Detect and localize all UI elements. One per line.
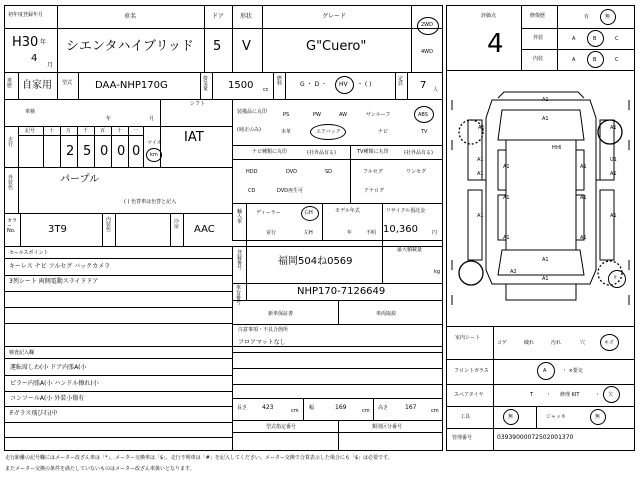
reg-year: H30 xyxy=(12,35,39,50)
recycle-unit: 円 xyxy=(432,230,438,236)
equip-sunroof: サンルーフ xyxy=(366,112,391,118)
inspector-title: 検査記入欄 xyxy=(9,350,35,356)
tools-label: 工具 xyxy=(460,414,471,420)
diagram-label-15: A1 xyxy=(503,235,510,241)
reg-month-unit: 月 xyxy=(47,62,54,69)
import-label: 輸入車 xyxy=(237,209,243,225)
shift-value: IAT xyxy=(184,130,204,145)
sheet-item-2: 汚れ xyxy=(551,340,562,346)
navi-dvd-play: DVD再生可 xyxy=(277,188,304,194)
exterior-note: ( ) 色替車は色替と記入 xyxy=(124,199,177,205)
height-label: 高さ xyxy=(378,405,389,411)
fuel-options: G ・ D ・ xyxy=(300,81,327,88)
color-no-value: 3T9 xyxy=(48,224,67,235)
recycle-label: リサイクル預託金 xyxy=(386,208,426,214)
diagram-label-1: A1 xyxy=(542,116,549,122)
inspector-line-1: 運転席しわ(小 ドア内張A(小 xyxy=(10,364,87,371)
grade-label: グレード xyxy=(322,13,347,20)
diagram-label-13: A1 xyxy=(477,213,484,219)
displacement-label: 排気量 xyxy=(203,76,209,92)
interior-color-label: 内装色 xyxy=(106,217,112,233)
model-year-unit: 年 xyxy=(347,230,353,236)
diagram-label-18: A1 xyxy=(542,276,549,282)
type-label: 型式 xyxy=(62,80,73,86)
width-value: 169 xyxy=(335,404,347,411)
inspection-month-unit: 月 xyxy=(149,116,155,122)
jack-value: 無 xyxy=(595,414,601,420)
doors-label: ドア xyxy=(212,13,224,20)
mileage-digit-4: 0 xyxy=(117,144,126,159)
mgmt-value: 03939000072502001370 xyxy=(497,434,574,441)
exterior-score-label: 外装 xyxy=(533,35,544,41)
mileage-head-1: 十 xyxy=(49,128,55,134)
equip-tv: TV xyxy=(421,129,428,135)
height-unit: cm xyxy=(431,408,439,414)
inspector-line-2: ピラー内張A(小 ハンドル擦れ(小 xyxy=(10,380,99,387)
equip-abs: ABS xyxy=(418,112,428,118)
spare-item-1: ・ xyxy=(546,392,552,398)
score-value: 4 xyxy=(487,29,504,59)
import-right-hand: 右H xyxy=(304,210,313,216)
navi-dvd: DVD xyxy=(286,169,298,175)
sheet-item-3: 穴 xyxy=(580,340,586,346)
shift-label: シフト xyxy=(190,101,206,107)
sheet-item-4: キズ xyxy=(604,340,614,346)
shape-value: V xyxy=(242,39,251,54)
front-glass-selected: A xyxy=(543,368,547,374)
mileage-unit-km: km xyxy=(150,152,158,158)
tv-title: TV種類に丸印 xyxy=(357,149,389,155)
type-value: DAA-NHP170G xyxy=(95,80,168,91)
tv-analog: アナログ xyxy=(364,188,385,194)
mileage-digit-3: 0 xyxy=(100,144,109,159)
height-value: 167 xyxy=(405,404,417,411)
sheet-item-0: コゲ xyxy=(497,340,508,346)
front-glass-label: フロントガラス xyxy=(454,368,489,374)
doc-new-warranty: 新車保証書 xyxy=(268,311,294,317)
model-name: シエンタハイブリッド xyxy=(66,39,194,54)
capacity-value: 7 xyxy=(420,80,427,91)
plate-value: 福岡504ね0569 xyxy=(278,256,353,267)
max-load-unit: kg xyxy=(434,269,441,275)
type-no-label: 型式指定番号 xyxy=(266,424,297,430)
first-reg-label: 初年度登録年月 xyxy=(8,12,44,18)
width-unit: cm xyxy=(362,408,370,414)
import-dealer: ディーラー xyxy=(256,210,281,216)
equipment-subtitle: (純正のみ) xyxy=(237,127,261,133)
mileage-head-6: 一 xyxy=(133,128,139,134)
diagram-label-2: A1 xyxy=(478,125,485,131)
diagram-label-0: A1 xyxy=(542,97,549,103)
doors-value: 5 xyxy=(213,39,222,54)
mileage-head-2: 万 xyxy=(66,128,72,134)
capacity-unit: 人 xyxy=(433,87,439,93)
sheet-item-1: 破れ xyxy=(524,340,535,346)
inspector-line-3: コンソールA(小 外装小傷有 xyxy=(10,395,85,402)
color-no-label: カラー No. xyxy=(7,218,18,234)
diagram-label-12: A1 xyxy=(580,195,587,201)
sales-line-2: 3列シート 両側電動スライドドア xyxy=(9,278,99,285)
chassis-value: NHP170-7126649 xyxy=(297,286,386,297)
displacement-value: 1500 xyxy=(228,80,254,91)
equip-airbag: エアバック xyxy=(316,129,341,135)
navi-title: ナビ種類に丸印 xyxy=(252,149,288,155)
int-grade-a: A xyxy=(572,57,576,63)
chassis-label: 車台番号 xyxy=(236,285,242,306)
category-value: 自家用 xyxy=(22,80,52,91)
inspection-label: 車検 xyxy=(25,109,36,115)
model-label: 車名 xyxy=(124,13,137,20)
shape-label: 形状 xyxy=(240,13,253,20)
diagram-label-4: A1 xyxy=(477,157,484,163)
length-value: 423 xyxy=(262,404,274,411)
repair-yes: 有 xyxy=(584,14,590,20)
doc-manual: 車両取説 xyxy=(376,311,397,317)
cooler-value: AAC xyxy=(194,224,215,235)
front-glass-rest: ・ ×要交 xyxy=(562,368,583,374)
fuel-selected: HV xyxy=(339,81,348,88)
navi-note: (社外品有る) xyxy=(307,150,336,156)
import-left-hand: 左H xyxy=(304,230,313,236)
spare-item-2: 修理 KIT xyxy=(560,392,580,398)
notes-line-1: フロアマットなし xyxy=(238,339,286,346)
navi-hdd: HDD xyxy=(246,169,258,175)
diagram-label-6: U1 xyxy=(610,157,617,163)
tv-note: (社外品有る) xyxy=(404,150,433,156)
model-year-label: モデル年式 xyxy=(335,208,360,214)
diagram-circle-label: ｾ xyxy=(614,275,617,281)
capacity-label: 定員 xyxy=(398,76,404,87)
mileage-unit-mile: マイル xyxy=(147,140,162,146)
jack-label: ジャッキ xyxy=(546,414,566,420)
sales-line-1: キーレス ナビ フルセグ バックカメラ xyxy=(9,263,111,270)
interior-score-label: 内装 xyxy=(533,56,544,62)
equip-aw: AW xyxy=(339,112,348,118)
mileage-digit-1: 2 xyxy=(66,144,75,159)
diagram-label-10: A1 xyxy=(503,195,510,201)
mileage-head-4: 百 xyxy=(100,128,106,134)
drive-2wd: 2WD xyxy=(421,22,433,28)
tv-oneseg: ワンセグ xyxy=(406,169,427,175)
cooler-label: 冷房 xyxy=(174,219,180,230)
model-year-unknown: 不明 xyxy=(366,230,377,236)
max-load-label: 最大積載量 xyxy=(397,247,423,253)
spare-label: スペアタイヤ xyxy=(454,392,484,398)
sales-point-title: セールスポイント xyxy=(9,250,49,256)
navi-cd: CD xyxy=(248,188,256,194)
width-label: 幅 xyxy=(309,405,315,411)
mileage-head-3: 千 xyxy=(83,128,89,134)
diagram-label-8: A1 xyxy=(477,171,484,177)
exterior-label: 外装色 xyxy=(8,175,14,191)
diagram-label-17: A1 xyxy=(542,257,549,263)
diagram-circle xyxy=(608,270,626,288)
diagram-label-9: A1 xyxy=(610,171,617,177)
fuel-label: 燃料 xyxy=(277,76,283,87)
equip-leather: 本革 xyxy=(281,129,292,135)
spare-item-4: 欠 xyxy=(608,392,614,398)
score-label: 評価点 xyxy=(481,13,497,19)
repair-label: 修復歴 xyxy=(530,13,546,19)
int-grade-b: B xyxy=(593,57,597,63)
car-damage-diagram xyxy=(446,70,635,326)
mileage-digit-5: 0 xyxy=(132,144,141,159)
exterior-color: パープル xyxy=(60,174,100,185)
ext-grade-c: C xyxy=(615,36,619,42)
displacement-unit: cc xyxy=(263,87,269,93)
navi-sd: SD xyxy=(325,169,333,175)
recycle-value: 10,360 xyxy=(383,224,418,235)
mileage-head-5: 十 xyxy=(117,128,123,134)
length-unit: cm xyxy=(291,408,299,414)
diagram-label-5: A1 xyxy=(503,164,510,170)
fuel-rest: ・ ( ) xyxy=(357,81,372,88)
diagram-center: Hｾ6 xyxy=(552,145,562,151)
inspector-line-4: Fガラス飛び石(中 xyxy=(10,410,58,417)
tools-value: 無 xyxy=(508,414,514,420)
plate-label: 登録番号 xyxy=(237,250,243,271)
diagram-label-11: A2 xyxy=(510,269,517,275)
spare-item-3: ・ xyxy=(595,392,601,398)
class-no-label: 類別区分番号 xyxy=(372,424,403,430)
reg-year-unit: 年 xyxy=(40,39,47,46)
mgmt-label: 管理番号 xyxy=(452,435,473,441)
category-label: 車歴 xyxy=(7,78,13,89)
equipment-title: 装備品に丸印 xyxy=(237,109,268,115)
sheet-label: 室内シート xyxy=(455,335,481,341)
inspection-year-unit: 年 xyxy=(106,116,112,122)
notes-title: 注意事項・不具合箇所 xyxy=(238,327,289,333)
mileage-digit-2: 5 xyxy=(83,144,92,159)
ext-grade-b: B xyxy=(593,36,597,42)
import-parallel: 並行 xyxy=(266,230,277,236)
grade-value: G"Cuero" xyxy=(306,39,367,54)
equip-pw: PW xyxy=(313,112,321,118)
footnote-line-1: 走行距離の記号欄にはメーター改ざん車は「*」、メーター交換車は「$」、走行不明車は「#」を記入してください。メーター交換で合算表示した場合にも「$」は必要です。 xyxy=(5,455,393,461)
drive-4wd: 4WD xyxy=(421,49,433,55)
equip-navi: ナビ xyxy=(378,129,389,135)
repair-no: 無 xyxy=(605,14,611,20)
mileage-head-0: 記号 xyxy=(25,128,36,134)
footnote-line-2: またメーター交換の条件を満たしていないものはメーター改ざん車扱いとなります。 xyxy=(5,466,195,472)
diagram-label-3: A1 xyxy=(610,125,617,131)
ext-grade-a: A xyxy=(572,36,576,42)
int-grade-c: C xyxy=(615,57,619,63)
diagram-label-7: A1 xyxy=(580,164,587,170)
tv-fullseg: フルセグ xyxy=(363,169,383,175)
equip-ps: PS xyxy=(283,112,290,118)
spare-item-0: T xyxy=(530,392,534,398)
diagram-label-14: A1 xyxy=(610,213,617,219)
mileage-label: 走行 xyxy=(8,137,14,148)
diagram-label-16: A1 xyxy=(580,235,587,241)
length-label: 長さ xyxy=(237,405,248,411)
reg-month: 4 xyxy=(31,53,38,64)
